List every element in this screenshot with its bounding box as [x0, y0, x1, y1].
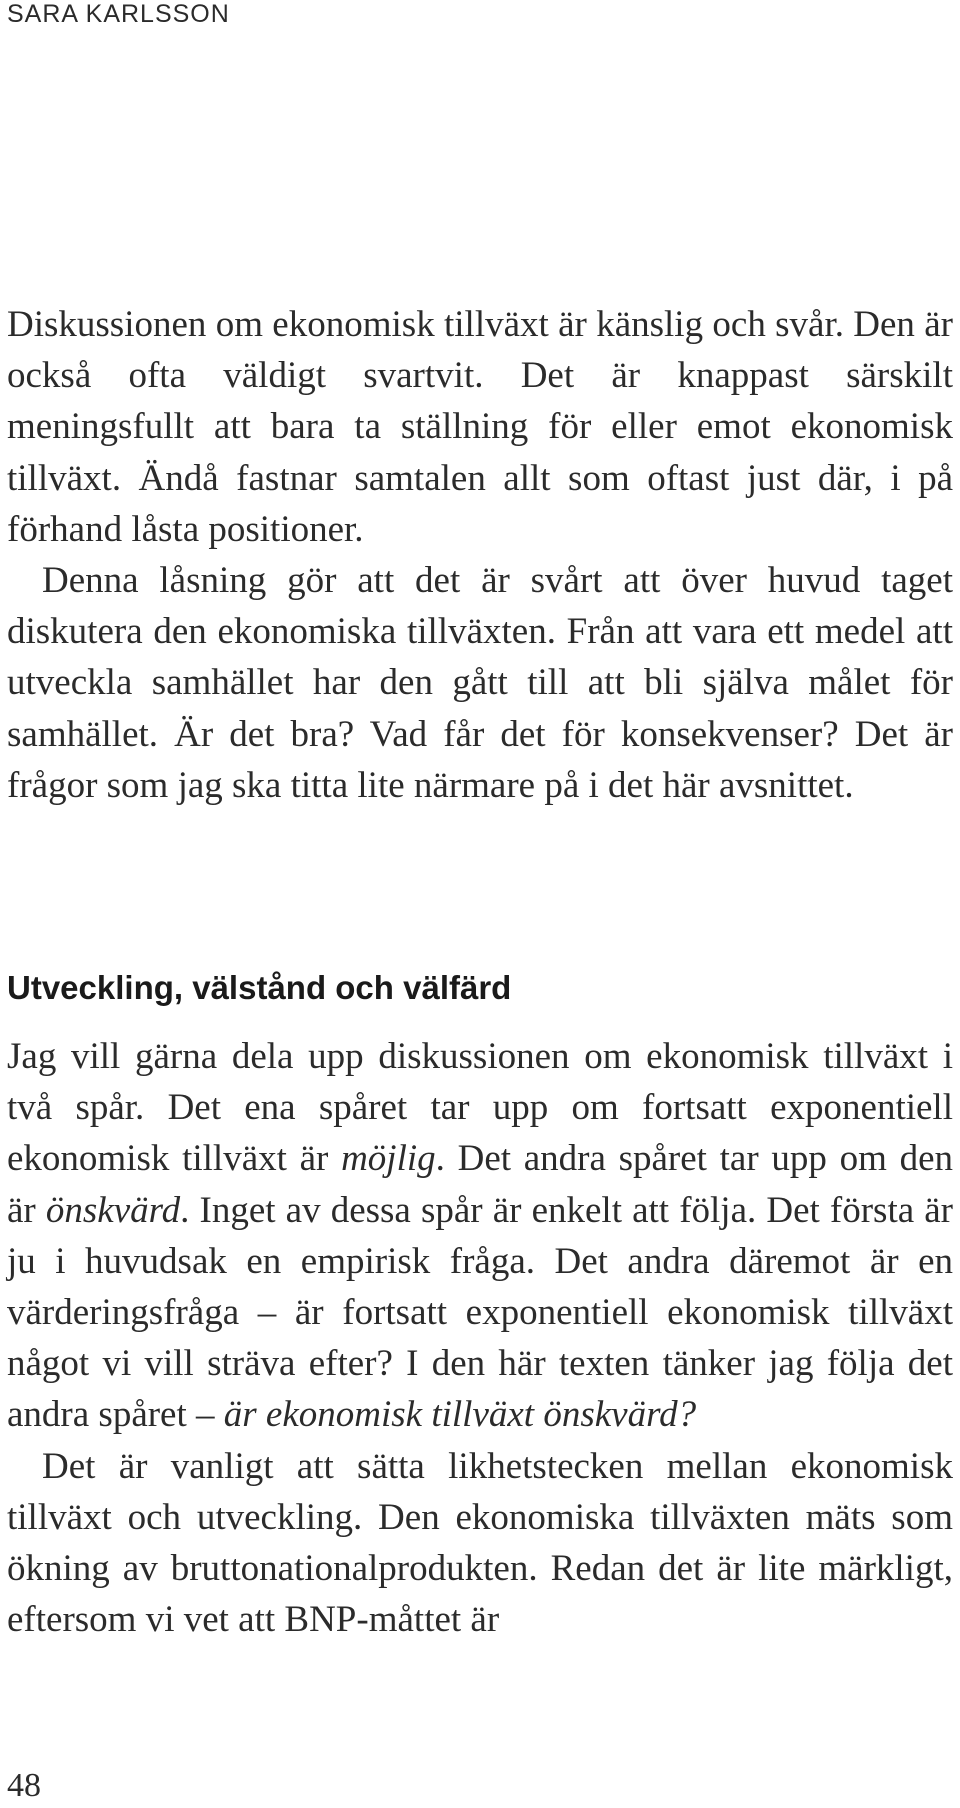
paragraph-text: . Det andra spåret tar upp om den är	[7, 1138, 953, 1231]
intro-paragraph-1: Diskussionen om ekonomisk tillväxt är känslig och svår. Den är också ofta väldigt svartvit. Det är knappast särskilt meningsfullt att bara ta ställning för eller emot ekonomisk tillväxt. Ändå fastnar samtalen allt som oftast just där, i på förhand låsta positioner.	[7, 304, 953, 550]
running-head: SARA KARLSSON	[7, 0, 230, 28]
section-text	[7, 1031, 953, 1645]
intro-text	[7, 299, 953, 811]
section-paragraph-1	[7, 1031, 953, 1441]
emphasis-text: är ekonomisk tillväxt önskvärd?	[223, 1394, 697, 1436]
section-heading: Utveckling, välstånd och välfärd	[7, 969, 512, 1006]
emphasis-text: möjlig	[341, 1138, 436, 1180]
section-paragraph-2: Det är vanligt att sätta likhetstecken mellan ekonomisk tillväxt och utveckling. Den ekonomiska tillväxten mäts som ökning av bruttonationalprodukten. Redan det är lite märkligt, eftersom vi vet att BNP-måttet är	[7, 1445, 953, 1641]
paragraph-text: . Inget av dessa spår är enkelt att följa. Det första är ju i huvudsak en empirisk fråga. Det andra däremot är en värderingsfråga – är fortsatt exponentiell ekonomisk tillväxt något vi vill sträva efter? I den här texten tänker jag följa det andra spåret –	[7, 1189, 954, 1436]
intro-paragraph-2: Denna låsning gör att det är svårt att över huvud taget diskutera den ekonomiska tillväxten. Från att vara ett medel att utveckla samhället har den gått till att bli själva målet för samhället. Är det bra? Vad får det för konsekvenser? Det är frågor som jag ska titta lite närmare på i det här avsnittet.	[7, 560, 953, 806]
emphasis-text: önskvärd	[45, 1189, 181, 1231]
page-number: 48	[7, 1767, 41, 1804]
paragraph-text: Jag vill gärna dela upp diskussionen om ekonomisk tillväxt i två spår. Det ena spåret tar upp om fortsatt exponentiell ekonomisk tillväxt är	[7, 1036, 953, 1180]
